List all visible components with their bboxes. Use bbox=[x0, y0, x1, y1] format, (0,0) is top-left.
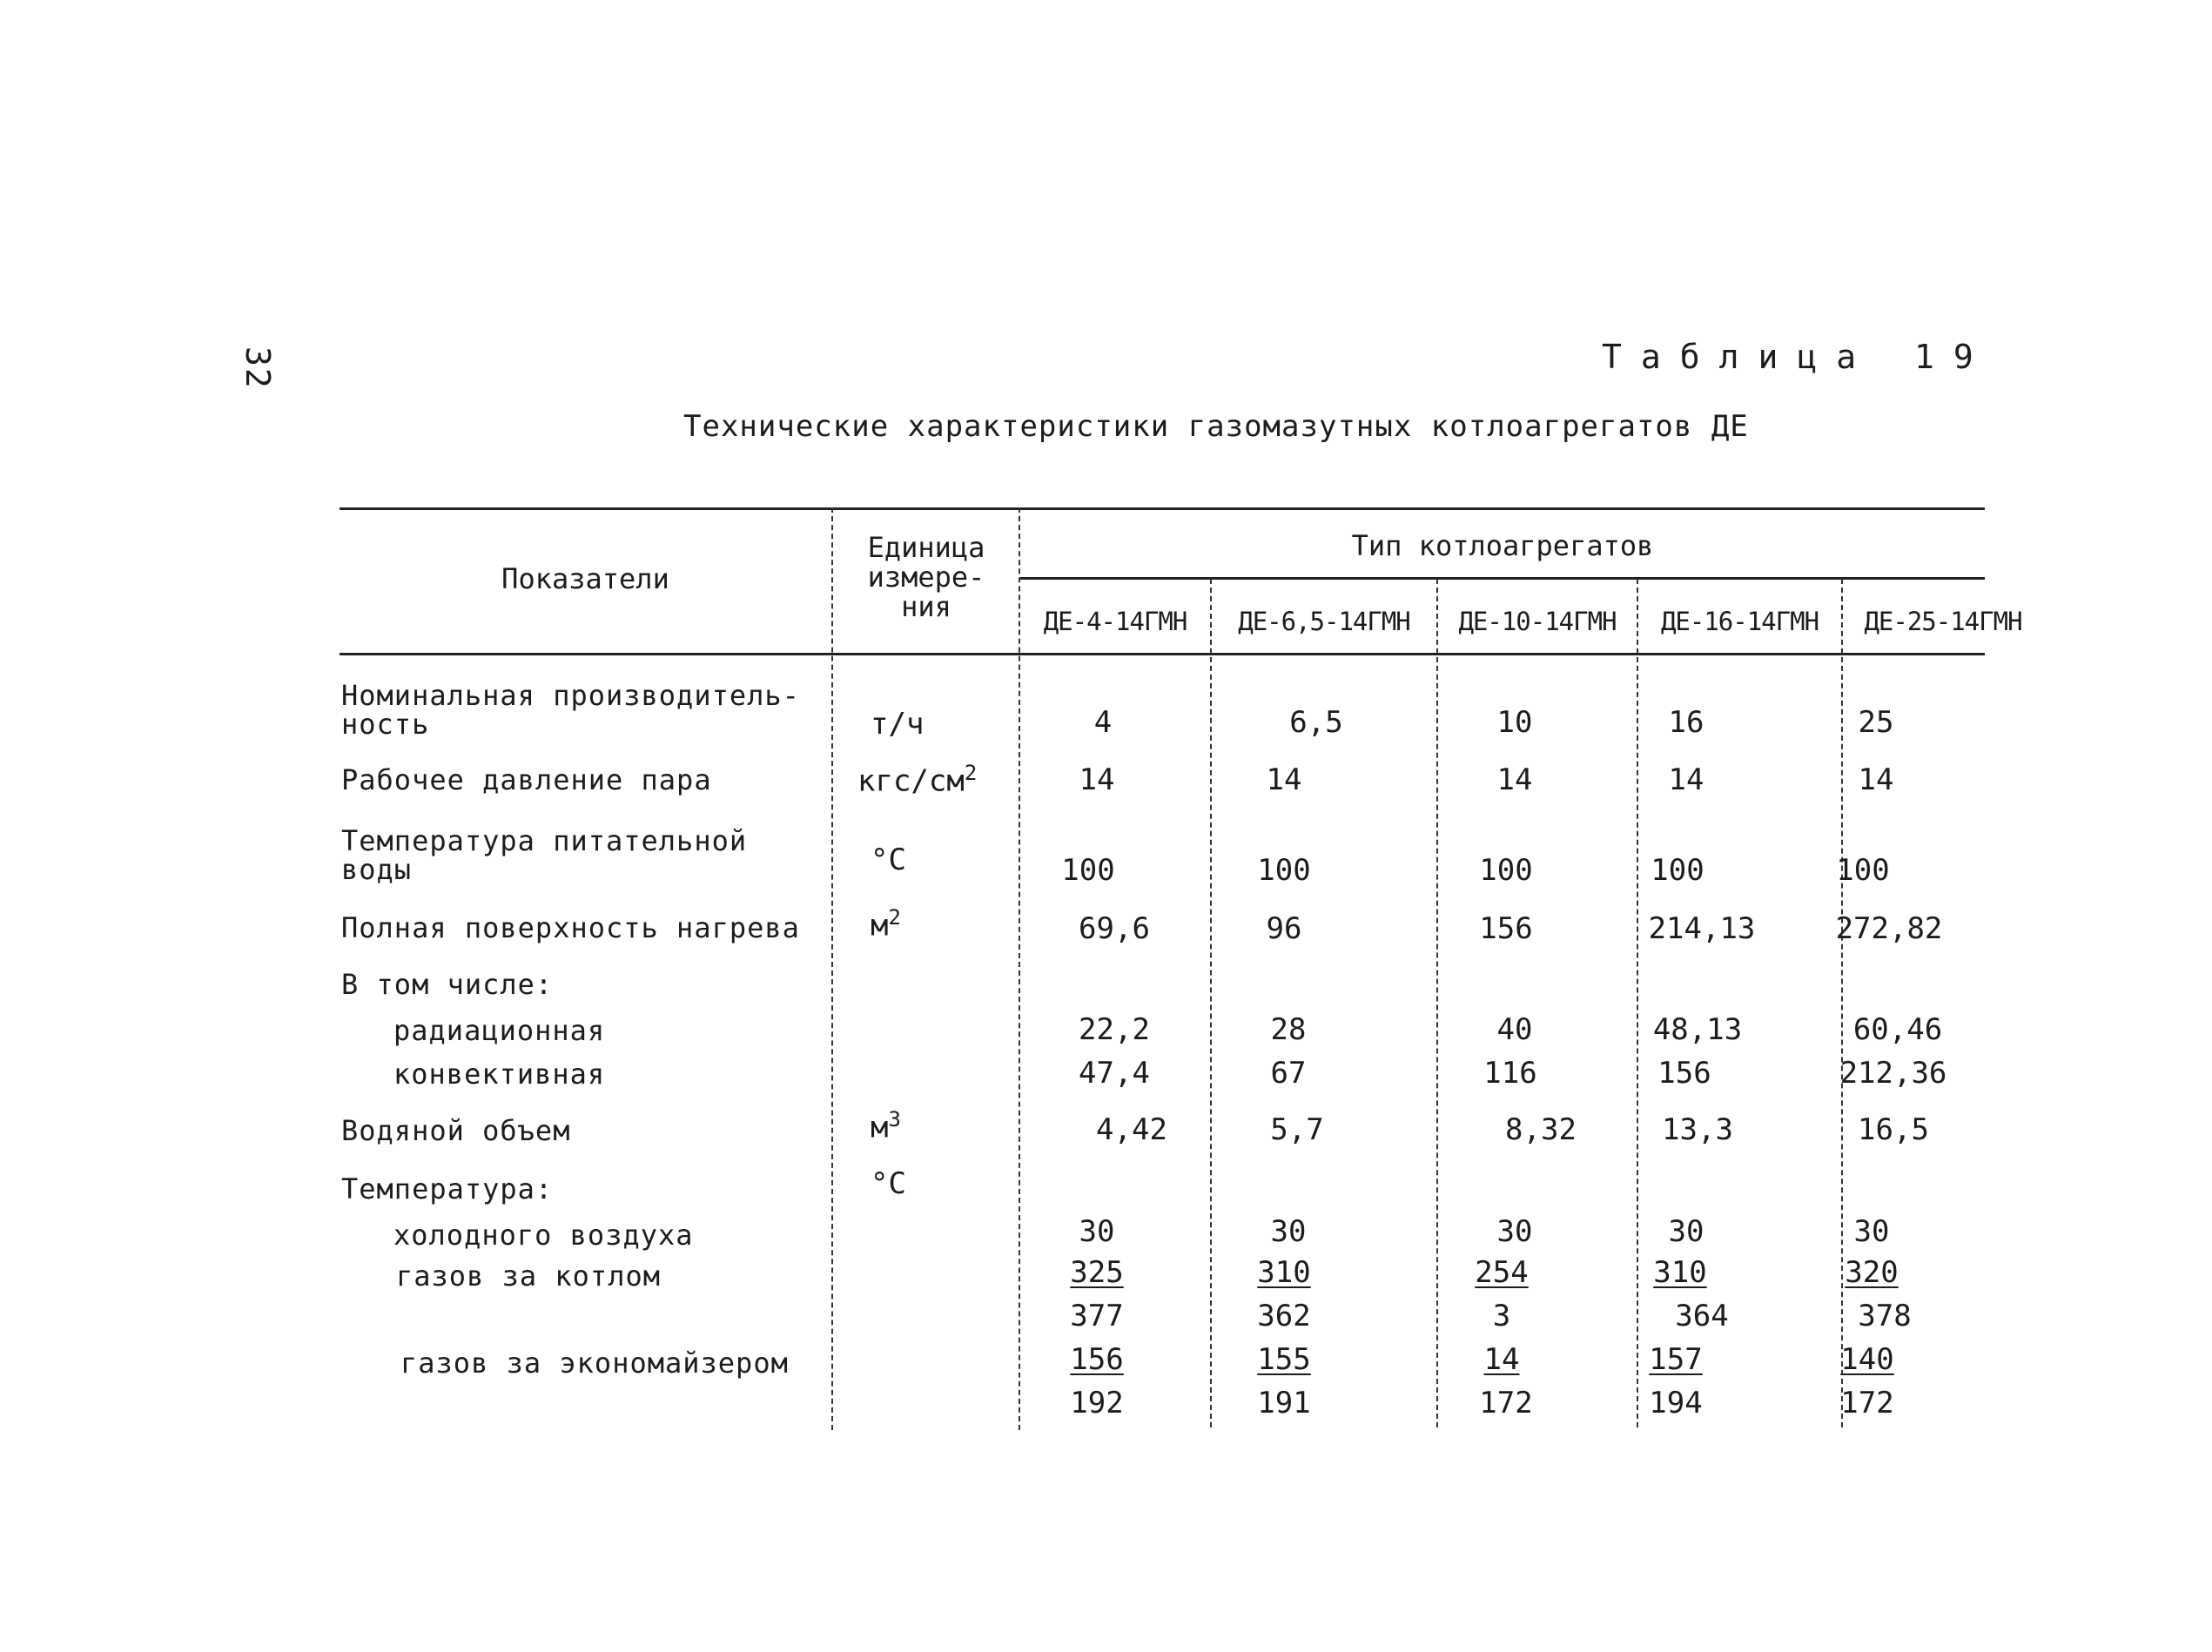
header-unit-1: Единица bbox=[867, 531, 985, 564]
row-unit: $м^2$ bbox=[871, 905, 901, 944]
cell-value: 272,82 bbox=[1835, 911, 1943, 946]
row-label: Температура питательной bbox=[341, 824, 748, 857]
cell-value: 14 bbox=[1266, 762, 1302, 797]
cell-value: 13,3 bbox=[1662, 1112, 1733, 1147]
row-label: Полная поверхность нагрева bbox=[341, 911, 800, 944]
cell-value-top: 155 bbox=[1257, 1342, 1311, 1377]
column-divider bbox=[1210, 579, 1212, 1427]
row-unit: т/ч bbox=[871, 707, 924, 742]
row-label: Водяной объем bbox=[341, 1114, 571, 1147]
cell-value: 30 bbox=[1270, 1214, 1307, 1249]
cell-value: 100 bbox=[1651, 853, 1704, 888]
cell-value: 214,13 bbox=[1648, 911, 1756, 946]
cell-value: 10 bbox=[1496, 705, 1533, 740]
row-label: конвективная bbox=[393, 1058, 606, 1091]
cell-value-top: 320 bbox=[1845, 1255, 1899, 1290]
cell-value-top: 156 bbox=[1070, 1342, 1124, 1377]
header-boiler-type: Тип котлоагрегатов bbox=[1351, 529, 1654, 562]
row-label: Температура: bbox=[341, 1172, 554, 1205]
cell-value: 212,36 bbox=[1839, 1056, 1947, 1091]
cell-value: 4,42 bbox=[1096, 1112, 1167, 1147]
table-number: Таблица 19 bbox=[1602, 338, 1993, 376]
row-unit: °С bbox=[871, 1166, 906, 1201]
page-number: 32 bbox=[239, 346, 277, 390]
column-header-de-10: ДЕ-10-14ГМН bbox=[1458, 607, 1617, 636]
cell-value: 6,5 bbox=[1289, 705, 1343, 740]
column-divider bbox=[831, 507, 833, 1430]
column-divider bbox=[1019, 507, 1020, 1430]
cell-value-bottom: 172 bbox=[1479, 1386, 1533, 1420]
cell-value: 100 bbox=[1061, 853, 1115, 888]
cell-value-bottom: 377 bbox=[1070, 1299, 1124, 1333]
table-title: Технические характеристики газомазутных котлоагрегатов ДЕ bbox=[683, 409, 1749, 444]
cell-value: 48,13 bbox=[1652, 1012, 1743, 1047]
cell-value: 22,2 bbox=[1079, 1012, 1150, 1047]
row-unit: $м^3$ bbox=[871, 1107, 901, 1145]
cell-value-top: 140 bbox=[1840, 1342, 1894, 1377]
column-header-de-6-5: ДЕ-6,5-14ГМН bbox=[1238, 607, 1410, 636]
row-label-cont: ность bbox=[341, 708, 430, 741]
cell-value: 14 bbox=[1668, 762, 1704, 797]
cell-value-bottom: 362 bbox=[1257, 1299, 1311, 1333]
cell-value: 25 bbox=[1858, 705, 1894, 740]
cell-value-bottom: 191 bbox=[1257, 1386, 1311, 1420]
cell-value: 40 bbox=[1496, 1012, 1533, 1047]
cell-value: 5,7 bbox=[1270, 1112, 1324, 1147]
cell-value: 47,4 bbox=[1079, 1056, 1150, 1091]
cell-value: 156 bbox=[1479, 911, 1533, 946]
cell-value-top: 310 bbox=[1257, 1255, 1311, 1290]
cell-value: 16 bbox=[1668, 705, 1704, 740]
column-header-de-16: ДЕ-16-14ГМН bbox=[1660, 607, 1819, 636]
row-label: газов за экономайзером bbox=[400, 1346, 789, 1380]
cell-value: 69,6 bbox=[1079, 911, 1150, 946]
cell-value: 156 bbox=[1657, 1056, 1711, 1091]
header-indicators: Показатели bbox=[501, 562, 669, 595]
cell-value-bottom: 192 bbox=[1070, 1386, 1124, 1420]
row-label: радиационная bbox=[393, 1014, 606, 1047]
row-label: холодного воздуха bbox=[393, 1219, 694, 1252]
row-label-cont: воды bbox=[341, 853, 413, 886]
cell-value-top: 14 bbox=[1483, 1342, 1520, 1377]
cell-value-bottom: 378 bbox=[1858, 1299, 1912, 1333]
cell-value: 60,46 bbox=[1852, 1012, 1943, 1047]
cell-value: 30 bbox=[1496, 1214, 1533, 1249]
cell-value-top: 310 bbox=[1653, 1255, 1707, 1290]
cell-value: 30 bbox=[1853, 1214, 1890, 1249]
cell-value-bottom: 3 bbox=[1492, 1299, 1511, 1333]
row-unit: кгс/$см^2$ bbox=[857, 761, 978, 799]
cell-value: 116 bbox=[1483, 1056, 1537, 1091]
header-bottom-rule bbox=[340, 653, 1985, 655]
cell-value: 4 bbox=[1093, 705, 1113, 740]
cell-value: 96 bbox=[1266, 911, 1302, 946]
header-unit-2: измере- bbox=[867, 561, 985, 594]
cell-value-top: 325 bbox=[1070, 1255, 1124, 1290]
cell-value: 67 bbox=[1270, 1056, 1307, 1091]
cell-value: 16,5 bbox=[1858, 1112, 1929, 1147]
cell-value: 8,32 bbox=[1505, 1112, 1577, 1147]
column-header-de-4: ДЕ-4-14ГМН bbox=[1043, 607, 1187, 636]
header-unit-3: ния bbox=[901, 590, 951, 623]
table-top-rule bbox=[340, 507, 1985, 510]
cell-value-top: 254 bbox=[1475, 1255, 1529, 1290]
cell-value: 100 bbox=[1479, 853, 1533, 888]
cell-value: 28 bbox=[1270, 1012, 1307, 1047]
cell-value: 14 bbox=[1079, 762, 1115, 797]
cell-value: 100 bbox=[1257, 853, 1311, 888]
cell-value: 100 bbox=[1836, 853, 1890, 888]
row-label: газов за котлом bbox=[396, 1259, 661, 1293]
cell-value: 14 bbox=[1858, 762, 1894, 797]
row-unit: °С bbox=[871, 843, 906, 877]
cell-value: 14 bbox=[1496, 762, 1533, 797]
cell-value: 30 bbox=[1079, 1214, 1115, 1249]
header-mid-rule bbox=[1020, 577, 1985, 580]
row-label: В том числе: bbox=[341, 968, 554, 1001]
cell-value-bottom: 194 bbox=[1649, 1386, 1703, 1420]
row-label: Номинальная производитель- bbox=[341, 679, 800, 712]
row-label: Рабочее давление пара bbox=[341, 763, 712, 796]
cell-value-bottom: 172 bbox=[1840, 1386, 1894, 1420]
cell-value-top: 157 bbox=[1649, 1342, 1703, 1377]
cell-value-bottom: 364 bbox=[1675, 1299, 1729, 1333]
column-header-de-25: ДЕ-25-14ГМН bbox=[1864, 607, 2022, 636]
cell-value: 30 bbox=[1668, 1214, 1704, 1249]
